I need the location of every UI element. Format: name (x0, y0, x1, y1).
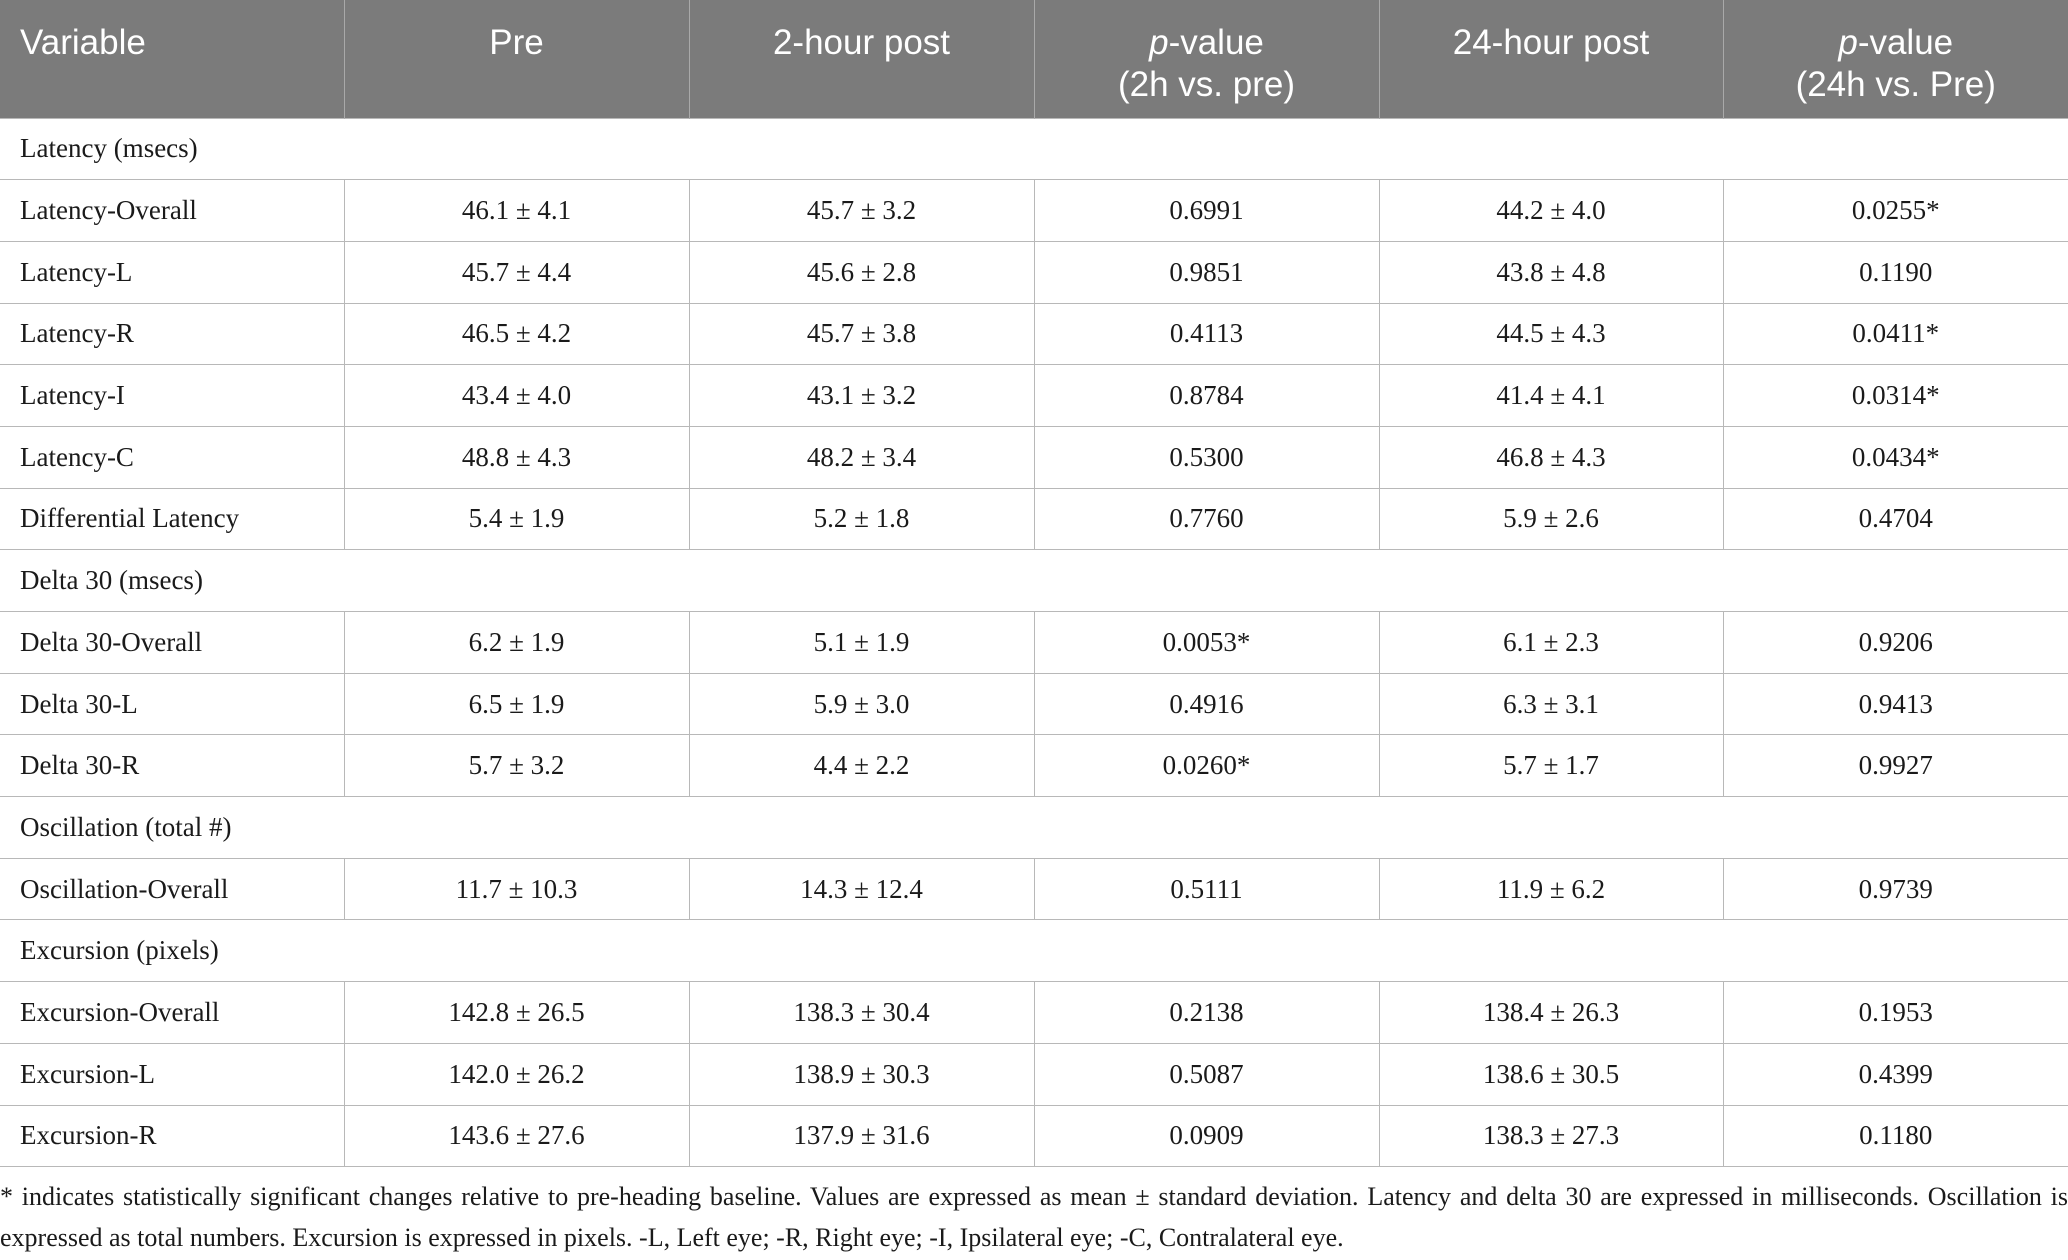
table-cell: 5.2 ± 1.8 (689, 488, 1034, 550)
table-cell: 5.7 ± 1.7 (1379, 735, 1723, 797)
table-row (0, 365, 2068, 427)
row-variable-label: Differential Latency (0, 488, 344, 550)
table-cell: 0.9927 (1723, 735, 2068, 797)
header-row (0, 0, 2068, 118)
table-header (0, 0, 2068, 118)
table-cell: 0.8784 (1034, 365, 1379, 427)
section-row (0, 920, 2068, 982)
column-header-label (702, 0, 1022, 64)
table-cell: 5.9 ± 2.6 (1379, 488, 1723, 550)
table-cell: 14.3 ± 12.4 (689, 858, 1034, 920)
table-cell: 48.2 ± 3.4 (689, 426, 1034, 488)
table-cell: 5.1 ± 1.9 (689, 612, 1034, 674)
table-cell: 5.9 ± 3.0 (689, 673, 1034, 735)
row-variable-label: Delta 30-Overall (0, 612, 344, 674)
table-cell: 137.9 ± 31.6 (689, 1105, 1034, 1167)
table-cell: 0.9739 (1723, 858, 2068, 920)
column-header-label (1392, 0, 1711, 64)
table-row (0, 488, 2068, 550)
row-variable-label: Latency-I (0, 365, 344, 427)
table-cell: 0.4916 (1034, 673, 1379, 735)
column-header-1 (344, 0, 689, 118)
table-row (0, 426, 2068, 488)
table-cell: 0.4113 (1034, 303, 1379, 365)
table-cell: 46.1 ± 4.1 (344, 180, 689, 242)
column-header-second-line: (2h vs. pre) (1118, 65, 1295, 104)
table-cell: 6.5 ± 1.9 (344, 673, 689, 735)
table-cell: 138.3 ± 30.4 (689, 982, 1034, 1044)
table-row (0, 735, 2068, 797)
column-header-main-text: 24-hour post (1452, 23, 1650, 62)
table-cell: 43.1 ± 3.2 (689, 365, 1034, 427)
table-cell: 45.7 ± 4.4 (344, 241, 689, 303)
column-header-main-text: Variable (20, 23, 146, 62)
table-cell: 138.9 ± 30.3 (689, 1043, 1034, 1105)
table-cell: 43.4 ± 4.0 (344, 365, 689, 427)
table-cell: 0.1180 (1723, 1105, 2068, 1167)
column-header-italic-prefix: p (1838, 23, 1858, 62)
table-cell: 41.4 ± 4.1 (1379, 365, 1723, 427)
table-cell: 143.6 ± 27.6 (344, 1105, 689, 1167)
table-cell: 0.7760 (1034, 488, 1379, 550)
table-cell: 0.0255* (1723, 180, 2068, 242)
row-variable-label: Latency-C (0, 426, 344, 488)
table-cell: 0.6991 (1034, 180, 1379, 242)
table-cell: 45.7 ± 3.2 (689, 180, 1034, 242)
column-header-main-text: 2-hour post (772, 23, 951, 62)
table-cell: 11.7 ± 10.3 (344, 858, 689, 920)
column-header-label (20, 0, 332, 64)
section-label: Oscillation (total #) (0, 797, 2068, 859)
table-cell: 142.8 ± 26.5 (344, 982, 689, 1044)
section-row (0, 118, 2068, 180)
row-variable-label: Latency-L (0, 241, 344, 303)
section-row (0, 550, 2068, 612)
table-row (0, 982, 2068, 1044)
column-header-second-line: (24h vs. Pre) (1795, 65, 1996, 104)
table-cell: 0.5087 (1034, 1043, 1379, 1105)
table-cell: 138.3 ± 27.3 (1379, 1105, 1723, 1167)
section-row (0, 797, 2068, 859)
table-row (0, 1043, 2068, 1105)
column-header-3 (1034, 0, 1379, 118)
table-cell: 0.0434* (1723, 426, 2068, 488)
table-cell: 5.7 ± 3.2 (344, 735, 689, 797)
table-cell: 0.5300 (1034, 426, 1379, 488)
table-cell: 0.9851 (1034, 241, 1379, 303)
table-cell: 0.4704 (1723, 488, 2068, 550)
table-row (0, 180, 2068, 242)
table-cell: 0.0411* (1723, 303, 2068, 365)
column-header-main-text: -value (1857, 23, 1954, 62)
table-cell: 4.4 ± 2.2 (689, 735, 1034, 797)
table-cell: 0.0053* (1034, 612, 1379, 674)
column-header-label (1047, 0, 1367, 106)
table-cell: 46.8 ± 4.3 (1379, 426, 1723, 488)
section-label: Delta 30 (msecs) (0, 550, 2068, 612)
table-cell: 6.1 ± 2.3 (1379, 612, 1723, 674)
table-cell: 0.1190 (1723, 241, 2068, 303)
table-cell: 5.4 ± 1.9 (344, 488, 689, 550)
table-cell: 6.3 ± 3.1 (1379, 673, 1723, 735)
table-row (0, 858, 2068, 920)
row-variable-label: Oscillation-Overall (0, 858, 344, 920)
table-cell: 138.4 ± 26.3 (1379, 982, 1723, 1044)
section-label: Excursion (pixels) (0, 920, 2068, 982)
column-header-main-text: Pre (489, 23, 544, 62)
table-cell: 46.5 ± 4.2 (344, 303, 689, 365)
table-row (0, 673, 2068, 735)
table-cell: 0.5111 (1034, 858, 1379, 920)
table-cell: 0.0260* (1034, 735, 1379, 797)
table-cell: 48.8 ± 4.3 (344, 426, 689, 488)
column-header-label (1736, 0, 2057, 106)
table-cell: 6.2 ± 1.9 (344, 612, 689, 674)
column-header-italic-prefix: p (1149, 23, 1169, 62)
table-cell: 0.9413 (1723, 673, 2068, 735)
table-cell: 0.0909 (1034, 1105, 1379, 1167)
table-cell: 45.7 ± 3.8 (689, 303, 1034, 365)
table-footnote: * indicates statistically significant changes relative to pre-heading baseline. Values are expressed as mean ± standard deviation. Latency and delta 30 are expressed in milliseconds. Oscillation is expressed as total numbers. Excursion is expressed in pixels. -L, Left eye; -R, Right eye; -I, Ipsilateral eye; -C, Contralateral eye. (0, 1182, 2068, 1252)
row-variable-label: Excursion-L (0, 1043, 344, 1105)
table-row (0, 1105, 2068, 1167)
column-header-label (357, 0, 677, 64)
table-cell: 142.0 ± 26.2 (344, 1043, 689, 1105)
row-variable-label: Delta 30-R (0, 735, 344, 797)
table-row (0, 241, 2068, 303)
row-variable-label: Latency-Overall (0, 180, 344, 242)
column-header-0 (0, 0, 344, 118)
table-cell: 43.8 ± 4.8 (1379, 241, 1723, 303)
table-cell: 0.9206 (1723, 612, 2068, 674)
table-cell: 44.5 ± 4.3 (1379, 303, 1723, 365)
table-cell: 44.2 ± 4.0 (1379, 180, 1723, 242)
table-body (0, 118, 2068, 1167)
column-header-5 (1723, 0, 2068, 118)
table-cell: 45.6 ± 2.8 (689, 241, 1034, 303)
table-row (0, 612, 2068, 674)
row-variable-label: Excursion-Overall (0, 982, 344, 1044)
column-header-4 (1379, 0, 1723, 118)
column-header-main-text: -value (1168, 23, 1264, 62)
table-cell: 0.2138 (1034, 982, 1379, 1044)
table-row (0, 303, 2068, 365)
row-variable-label: Delta 30-L (0, 673, 344, 735)
table-cell: 0.4399 (1723, 1043, 2068, 1105)
row-variable-label: Excursion-R (0, 1105, 344, 1167)
column-header-2 (689, 0, 1034, 118)
row-variable-label: Latency-R (0, 303, 344, 365)
table-cell: 138.6 ± 30.5 (1379, 1043, 1723, 1105)
section-label: Latency (msecs) (0, 118, 2068, 180)
table-cell: 0.0314* (1723, 365, 2068, 427)
table-cell: 11.9 ± 6.2 (1379, 858, 1723, 920)
table-cell: 0.1953 (1723, 982, 2068, 1044)
